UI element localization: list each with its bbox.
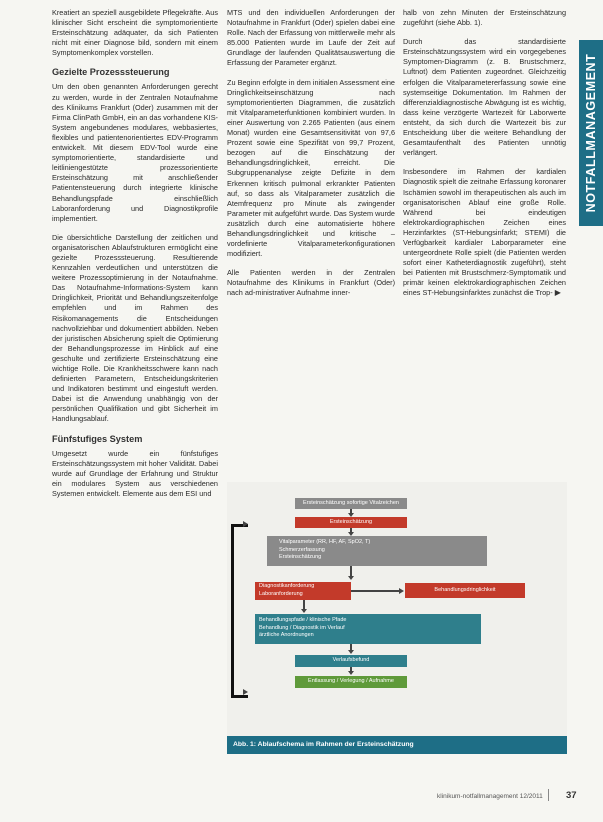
section-label: NOTFALLMANAGEMENT — [584, 53, 598, 213]
paragraph — [403, 167, 566, 298]
paragraph: Umgesetzt wurde ein fünfstufiges Ersteinschätzungssystem mit hoher Validität. Dabei wurde auf Grundlage der Erfahrung und Struktur ein modulares System aus verschiedenen Systemen entwickelt. Elemente aus dem ESI und — [52, 448, 218, 498]
list-item: Diagnostikanforderung — [259, 583, 315, 589]
arrow-down-icon — [348, 650, 354, 654]
paragraph: MTS und den individuellen Anforderungen der Notaufnahme in Frankfurt (Oder) spielen dabei eine Rolle. Nach der Erfassung von mittlerweile mehr als 85.000 Patienten wurde im Laufe der Zeit auf Grundlage der laufenden Qualitätsauswertung die Erfassung der Parameter ergänzt. — [227, 8, 395, 68]
footer-divider — [548, 789, 549, 801]
page-number: 37 — [566, 790, 577, 801]
arrow-down-icon — [348, 671, 354, 675]
flow-step-urgency: Behandlungsdringlichkeit — [405, 583, 525, 598]
list-item: Laboranforderung — [259, 590, 303, 597]
flow-step-vitals — [267, 536, 487, 566]
flow-step-assessment: Ersteinschätzung — [295, 517, 407, 528]
list-item: Behandlungspfade / klinische Pfade — [259, 617, 347, 623]
paragraph: Die übersichtliche Darstellung der zeitlichen und organisatorischen Ablaufstrukturen ermöglicht eine gezielte Prozesssteuerung. Resultierende Kennzahlen verdeutlichen und unterstützen die weitere Prozessoptimierung in der Notaufnahme. Das Notaufnahme-Informations-System kann Dringlichkeit, Priorität und Behandlungszeitenfolge empfehlen und im Rahmen des Risikomanagements die Entscheidungen nachvollziehbar und dokumentiert abbilden. Neben der juristischen Absicherung spielt die Optimierung der Behandlungsprozesse im Hinblick auf eine geschulte und zertifizierte Ersteinschätzung eine wichtige Rolle. Die Krankheitsschwere kann nach definierten Parametern, Entscheidungskriterien und Indikatoren bestimmt und eingestuft werden. Dabei ist die Anwendung unabhängig von der persönlichen Qualifikation und gibt Sicherheit im Handlungsablauf. — [52, 232, 218, 424]
arrow-right-icon — [243, 521, 248, 527]
list-item: ärztliche Anordnungen — [259, 632, 314, 638]
arrow-down-icon — [348, 576, 354, 580]
list-item: Behandlung / Diagnostik im Verlauf — [259, 624, 345, 631]
arrow-right-icon — [399, 588, 404, 594]
connector — [351, 590, 401, 592]
paragraph: Alle Patienten werden in der Zentralen Notaufnahme des Klinikums in Frankfurt (Oder) nach ad-ministrativer Aufnahme inner- — [227, 268, 395, 298]
flow-step-orders — [255, 582, 351, 600]
paragraph-text: Insbesondere im Rahmen der kardialen Diagnostik spielt die zeitnahe Erfassung koronarer Ischämien sowohl im therapeutischen als auch im organisatorischen Ablauf eine große Rolle. Während bei eindeutigen elektrokardiographischen Zeichen eines Herzinfarktes (ST-Hebungsinfarkt; STEMI) die Verfügbarkeit kardialer Laborparameter eine untergeordnete Rolle spielt (die Patienten werden sofort einer Katheterdiagnostik zugeführt), steht bei Patienten mit Brustschmerz-Symptomatik und primär keinen elektrokardiographischen Zeichen eines ST-Hebungsinfarktes zunächst die Trop- — [403, 167, 566, 298]
text-column-2 — [227, 8, 395, 308]
list-item: Schmerzerfassung — [279, 546, 325, 553]
figure-caption: Abb. 1: Ablaufschema im Rahmen der Ersteinschätzung — [227, 736, 567, 754]
text-column-3 — [403, 8, 566, 308]
paragraph: Um den oben genannten Anforderungen gerecht zu werden, wurde in der Zentralen Notaufnahme des Klinikums Frankfurt (Oder) zusammen mit der Firma ClinPath GmbH, ein an das vorhandene KIS-System angebundenes modulares, webbasiertes, flexibles und patientenorientiertes EDV-Programm entwickelt. Mit diesem EDV-Tool wurde eine symptomorientierte, standardisierte und leitliniengestützte prozessorientierte Ersteinschätzung mit anschließender Patientensteuerung durch integrierte klinische Behandlungspfade einschließlich Laboranforderung und Diagnostikprofile implementiert. — [52, 82, 218, 223]
text-column-1 — [52, 8, 218, 508]
section-sidebar-tab — [579, 40, 603, 226]
section-heading: Fünfstufiges System — [52, 433, 143, 444]
flow-step-discharge: Entlassung / Verlegung / Aufnahme — [295, 676, 407, 688]
loop-bracket — [231, 524, 248, 698]
paragraph: Durch das standardisierte Ersteinschätzungssystem wird ein vorgegebenes Symptomen-Diagramm (z. B. Brustschmerz, Luftnot) dem Patienten zugeordnet. Gleichzeitig erfolgen die Vitalparametererfassung sowie eine systemseitige Dokumentation. Im Rahmen der differenzialdiagnostische Abwägung ist es wichtig, dass keine verzögerte Wartezeit für Laborwerte entsteht, da sich durch die Wartezeit bis zur Entscheidung über die weitere Behandlung der Gesamtaufenthalt des Patienten unnötig verlängert. — [403, 37, 566, 158]
flow-step-pathways — [255, 614, 481, 644]
list-item: Ersteinschätzung — [279, 554, 322, 560]
flow-step-progress: Verlaufsbefund — [295, 655, 407, 667]
arrow-down-icon — [301, 609, 307, 613]
arrow-right-icon — [243, 689, 248, 695]
flow-step-initial: Ersteinschätzung sofortige Vitalzeichen — [295, 498, 407, 509]
list-item: Vitalparameter (RR, HF, AF, SpO2, T) — [279, 539, 371, 545]
continue-arrow-icon: ▶ — [554, 288, 561, 298]
paragraph: halb von zehn Minuten der Ersteinschätzung zugeführt (siehe Abb. 1). — [403, 8, 566, 28]
paragraph: Kreatiert an speziell ausgebildete Pflegekräfte. Aus klinischer Sicht erscheint die symptomorientierte Ersteinschätzung adäquater, da sich Patienten nicht mit einer Diagnose bild, sondern mit einem Symptomenkomplex vorstellen. — [52, 8, 218, 58]
section-heading: Gezielte Prozesssteuerung — [52, 67, 170, 78]
flowchart-figure — [227, 482, 567, 754]
paragraph: Zu Beginn erfolgte in dem initialen Assessment eine Dringlichkeitseinschätzung nach symptomorientierten Diagrammen, die zusätzlich mit Vitalparameterfunktionen kombiniert wurden. In einer Auswertung von 2.265 Patienten (aus einem Monat) wurden eine Gesamtsensitivität von 97,6 Prozent sowie eine Spezifität von 99,7 Prozent, bezogen auf die Einschätzung der Behandlungsdringlichkeit, erreicht. Die Subgruppenanalyse zeigte Defizite in dem Erkennen kritisch pulmonal erkrankter Patienten auf, so dass als Vitalparameter zusätzlich die Atemfrequenz pro Minute als zwingender Parameter mit aufgeführt wurde. Das System wurde zusätzlich durch eine automatisierte höhere Behandlungsdringlichkeit und kritische – vordefinierte Vitalparameterkonfigurationen modifiziert. — [227, 77, 395, 259]
footer-url: klinikum-notfallmanagement 12/2011 — [437, 793, 543, 800]
